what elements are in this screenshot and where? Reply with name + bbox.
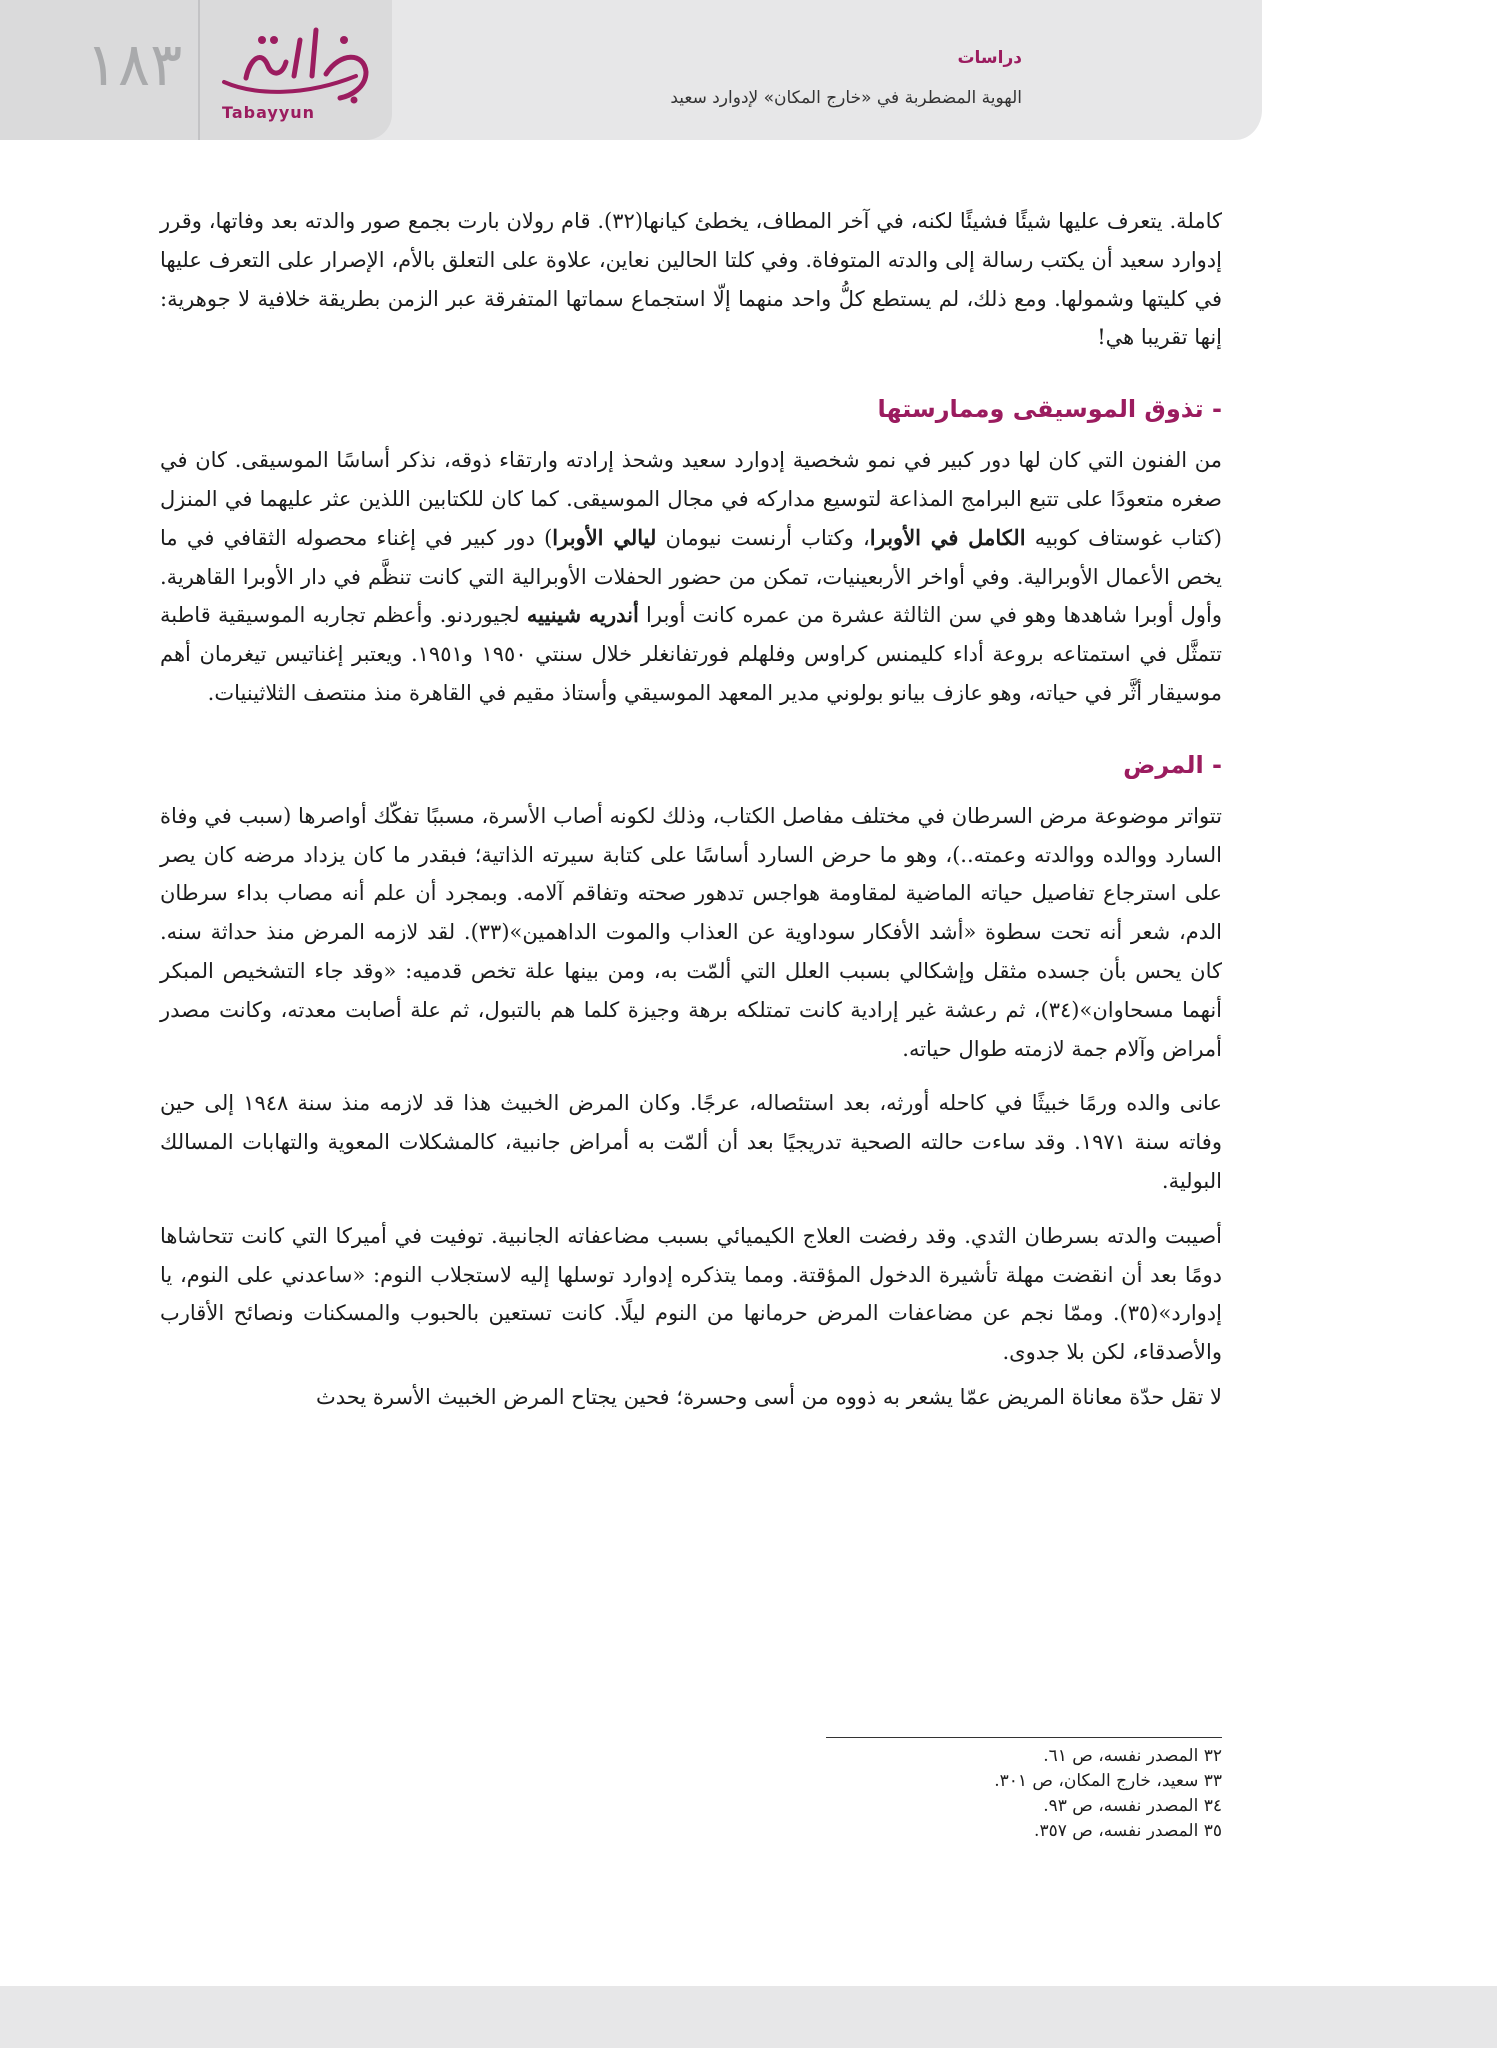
article-body	[160, 202, 1222, 1417]
book-title-complete-opera: الكامل في الأوبرا	[869, 524, 1026, 550]
tabayyun-logo-icon	[216, 22, 376, 104]
logo-wordmark: Tabayyun	[222, 103, 316, 122]
page-number: ١٨٣	[85, 30, 183, 100]
paragraph-illness-2: عانى والده ورمًا خبيثًا في كاحله أورثه، بعد استئصاله، عرجًا. وكان المرض الخبيث هذا قد لازمه منذ سنة ١٩٤٨ إلى حين وفاته سنة ١٩٧١. وقد ساءت حالته الصحية تدريجيًا بعد أن ألمّت به أمراض جانبية، كالمشكلات المعوية والتهابات المسالك البولية.	[160, 1091, 1222, 1193]
text-run: من الفنون التي كان لها دور كبير في نمو شخصية إدوارد سعيد وشحذ إرادته وارتقاء ذوقه، نذكر أساسًا الموسيقى. كان في صغره متعودًا على تتبع البرامج المذاعة لتوسيع مداركه في مجال الموسيقى. كما كان للكتابين اللذين عثر عليهما في المنزل (كتاب غوستاف كوبيه	[160, 448, 1222, 550]
opera-title-andrea-chenier: أندريه شينييه	[526, 602, 639, 628]
footer-band	[0, 1986, 1497, 2048]
footnotes	[994, 1744, 1222, 1844]
text-run: لجيوردنو. وأعظم تجاربه الموسيقية قاطبة تتمثَّل في استمتاعه بروعة أداء كليمنس كراوس وفلهلم فورتفانغلر خلال سنتي ١٩٥٠ و١٩٥١. ويعتبر إغناتيس تيغرمان أهم موسيقار أثَّر في حياته، وهو عازف بيانو بولوني مدير المعهد الموسيقي وأستاذ مقيم في القاهرة منذ منتصف الثلاثينيات.	[160, 603, 1222, 705]
section-label: دراسات	[957, 48, 1022, 68]
footnote-34: ٣٤ المصدر نفسه، ص ٩٣.	[1043, 1796, 1222, 1816]
heading-illness: - المرض	[1123, 750, 1222, 779]
paragraph-illness-4: لا تقل حدّة معاناة المريض عمّا يشعر به ذووه من أسى وحسرة؛ فحين يجتاح المرض الخبيث الأسرة يحدث	[315, 1384, 1222, 1409]
text-run: ) دور كبير في إغناء محصوله الثقافي في ما يخص الأعمال الأوبرالية. وفي أواخر الأربعينيات، تمكن من حضور الحفلات الأوبرالية التي كانت تنظَّم في دار الأوبرا القاهرية. وأول أوبرا شاهدها وهو في سن الثالثة عشرة من عمره كانت أوبرا	[160, 525, 1222, 628]
paragraph-illness-1: تتواتر موضوعة مرض السرطان في مختلف مفاصل الكتاب، وذلك لكونه أصاب الأسرة، مسببًا تفكّك أواصرها (سبب في وفاة السارد ووالده ووالدته وعمته..)، وهو ما حرض السارد أساسًا على كتابة سيرته الذاتية؛ فبقدر ما كان يزداد مرضه كان يصر على استرجاع تفاصيل حياته الماضية لمقاومة هواجس تدهور صحته وتفاقم آلامه. وبمجرد أن علم أنه مصاب بداء سرطان الدم، شعر أنه تحت سطوة «أشد الأفكار سوداوية عن العذاب والموت الداهمين»(٣٣). لقد لازمه المرض منذ حداثة سنه. كان يحس بأن جسده مثقل وإشكالي بسبب العلل التي ألمّت به، ومن بينها علة تخص قدميه: «وقد جاء التشخيص المبكر أنهما مسحاوان»(٣٤)، ثم رعشة غير إرادية كانت تمتلكه برهة وجيزة كلما هم بالتبول، ثم علة أصابت معدته، وكانت مصدر أمراض وآلام جمة لازمته طوال حياته.	[160, 803, 1222, 1061]
book-title-opera-nights: ليالي الأوبرا	[552, 524, 657, 550]
paragraph-illness-3: أصيبت والدته بسرطان الثدي. وقد رفضت العلاج الكيميائي بسبب مضاعفاته الجانبية. توفيت في أميركا التي كانت تتحاشاها دومًا بعد أن انقضت مهلة تأشيرة الدخول المؤقتة. ومما يتذكره إدوارد توسلها إليه لاستجلاب النوم: «ساعدني على النوم، يا إدوارد»(٣٥). وممّا نجم عن مضاعفات المرض حرمانها من النوم ليلًا. كانت تستعين بالحبوب والمسكنات ونصائح الأقارب والأصدقاء، لكن بلا جدوى.	[160, 1223, 1222, 1365]
footnote-divider	[826, 1737, 1222, 1738]
text-run: ، وكتاب أرنست نيومان	[656, 525, 870, 550]
paragraph-1: كاملة. يتعرف عليها شيئًا فشيئًا لكنه، في آخر المطاف، يخطئ كيانها(٣٢). قام رولان بارت بجمع صور والدته بعد وفاتها، وقرر إدوارد سعيد أن يكتب رسالة إلى والدته المتوفاة. وفي كلتا الحالين نعاين، علاوة على التعلق بالأم، الإصرار على التعرف عليها في كليتها وشمولها. ومع ذلك، لم يستطع كلُّ واحد منهما إلّا استجماع سماتها المتفرقة عبر الزمن بطريقة خلافية لا جوهرية: إنها تقريبا هي!	[160, 209, 1223, 350]
logo-divider	[198, 0, 200, 140]
footnote-33: ٣٣ سعيد، خارج المكان، ص ٣٠١.	[994, 1771, 1222, 1791]
running-title: الهوية المضطربة في «خارج المكان» لإدوارد سعيد	[670, 88, 1022, 108]
logo-tab	[0, 0, 392, 140]
page-header	[0, 0, 1265, 140]
footnote-35: ٣٥ المصدر نفسه، ص ٣٥٧.	[1034, 1821, 1222, 1841]
footnote-32: ٣٢ المصدر نفسه، ص ٦١.	[1043, 1746, 1222, 1766]
heading-music: - تذوق الموسيقى وممارستها	[877, 395, 1222, 424]
paragraph-music	[160, 441, 1222, 713]
